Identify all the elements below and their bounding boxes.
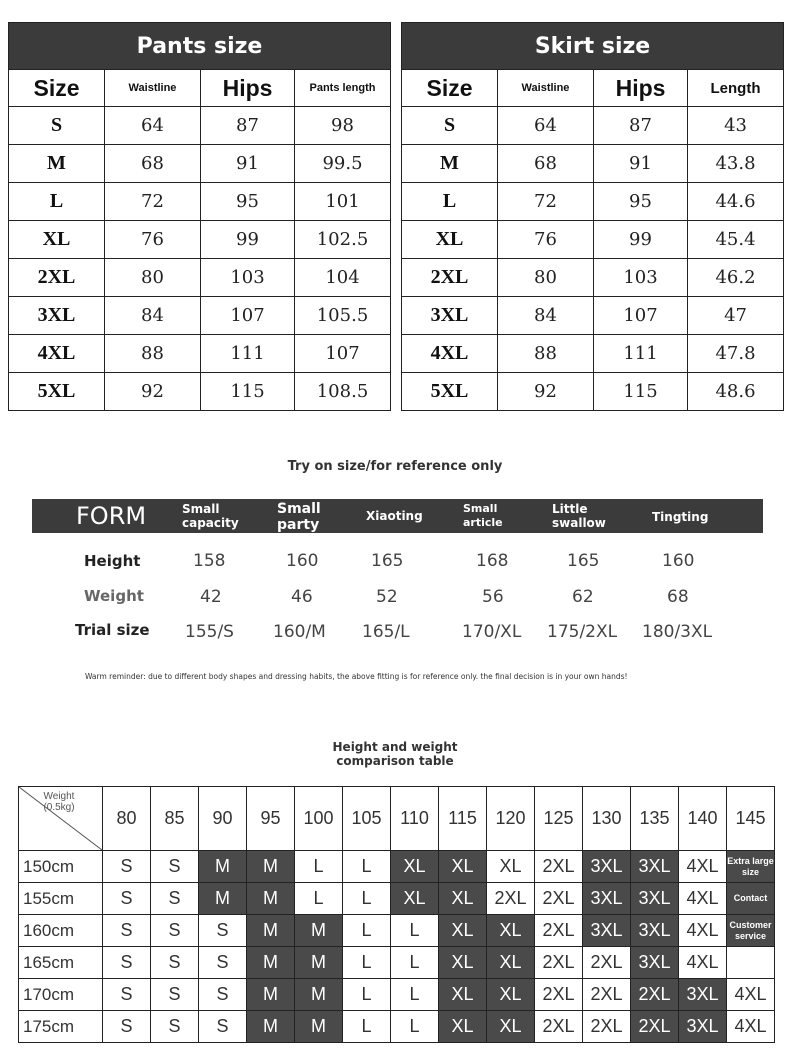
measurement-cell: 84 xyxy=(105,297,201,335)
size-cell: S xyxy=(103,915,151,947)
size-cell: 2XL xyxy=(535,1011,583,1043)
measurement-cell: 95 xyxy=(201,183,295,221)
measurement-cell: 107 xyxy=(594,297,688,335)
size-cell: S xyxy=(151,915,199,947)
measurement-cell: 44.6 xyxy=(688,183,784,221)
measurement-cell: 105.5 xyxy=(295,297,391,335)
weight-label: Weight xyxy=(84,587,144,605)
skirt-size-row xyxy=(402,297,784,335)
pants-table-title: Pants size xyxy=(9,23,391,70)
weight-unit-label: Weight (0.5kg) xyxy=(43,791,75,813)
height-value: 158 xyxy=(193,551,226,571)
size-cell: 3XL xyxy=(679,979,727,1011)
skirt-size-row xyxy=(402,259,784,297)
weight-header: 135 xyxy=(631,787,679,851)
skirt-size-row xyxy=(402,373,784,411)
size-cell: S xyxy=(151,1011,199,1043)
height-row xyxy=(19,979,775,1011)
weight-value: 68 xyxy=(667,587,689,607)
measurement-cell: 115 xyxy=(594,373,688,411)
pants-header-waistline: Waistline xyxy=(105,70,201,107)
measurement-cell: 43 xyxy=(688,107,784,145)
weight-header: 105 xyxy=(343,787,391,851)
measurement-cell: 72 xyxy=(105,183,201,221)
size-cell: S xyxy=(103,979,151,1011)
size-cell: M xyxy=(247,979,295,1011)
reference-note: Try on size/for reference only xyxy=(287,459,503,474)
size-label: 3XL xyxy=(402,297,498,335)
measurement-cell: 43.8 xyxy=(688,145,784,183)
pants-size-row xyxy=(9,221,391,259)
size-cell: S xyxy=(199,1011,247,1043)
trial-size-value: 180/3XL xyxy=(642,622,713,642)
size-cell: XL xyxy=(439,947,487,979)
size-cell: L xyxy=(295,883,343,915)
pants-header-length: Pants length xyxy=(295,70,391,107)
trial-size-value: 155/S xyxy=(185,622,234,642)
size-label: 4XL xyxy=(402,335,498,373)
size-cell: M xyxy=(295,915,343,947)
height-value: 165 xyxy=(567,551,600,571)
measurement-cell: 88 xyxy=(105,335,201,373)
skirt-size-row xyxy=(402,107,784,145)
height-row xyxy=(19,915,775,947)
size-label: 5XL xyxy=(9,373,105,411)
size-cell: M xyxy=(247,915,295,947)
model-name: Small party xyxy=(277,501,321,533)
measurement-cell: 95 xyxy=(594,183,688,221)
size-cell: S xyxy=(199,915,247,947)
size-label: XL xyxy=(9,221,105,259)
pants-size-row xyxy=(9,145,391,183)
height-weight-table xyxy=(18,786,775,1043)
skirt-header-waistline: Waistline xyxy=(498,70,594,107)
size-cell: 3XL xyxy=(679,1011,727,1043)
size-cell: S xyxy=(151,979,199,1011)
size-cell: 2XL xyxy=(535,915,583,947)
size-label: 2XL xyxy=(402,259,498,297)
height-value: 168 xyxy=(476,551,509,571)
size-label: 4XL xyxy=(9,335,105,373)
weight-header: 85 xyxy=(151,787,199,851)
height-label: 155cm xyxy=(19,883,103,915)
weight-corner-cell xyxy=(19,787,103,851)
measurement-cell: 87 xyxy=(594,107,688,145)
measurement-cell: 99 xyxy=(201,221,295,259)
measurement-cell: 99.5 xyxy=(295,145,391,183)
side-note: Contact xyxy=(727,883,775,915)
pants-header-size: Size xyxy=(9,70,105,107)
height-value: 165 xyxy=(371,551,404,571)
weight-header: 80 xyxy=(103,787,151,851)
comparison-title xyxy=(0,740,790,768)
weight-header: 95 xyxy=(247,787,295,851)
height-label: Height xyxy=(84,552,141,570)
size-cell: L xyxy=(391,979,439,1011)
size-cell: 2XL xyxy=(535,851,583,883)
size-cell: M xyxy=(199,851,247,883)
size-label: M xyxy=(9,145,105,183)
height-label: 150cm xyxy=(19,851,103,883)
trial-size-value: 165/L xyxy=(362,622,410,642)
height-label: 165cm xyxy=(19,947,103,979)
measurement-cell: 46.2 xyxy=(688,259,784,297)
measurement-cell: 76 xyxy=(105,221,201,259)
size-cell: 3XL xyxy=(583,851,631,883)
measurement-cell: 88 xyxy=(498,335,594,373)
trial-size-value: 175/2XL xyxy=(547,622,618,642)
form-header-bar xyxy=(32,499,763,533)
size-cell: L xyxy=(343,883,391,915)
size-cell: M xyxy=(247,883,295,915)
size-cell: 4XL xyxy=(679,883,727,915)
measurement-cell: 98 xyxy=(295,107,391,145)
size-cell: 3XL xyxy=(631,883,679,915)
size-cell: 3XL xyxy=(583,883,631,915)
size-cell: S xyxy=(103,883,151,915)
measurement-cell: 68 xyxy=(105,145,201,183)
size-cell: S xyxy=(151,883,199,915)
measurement-cell: 92 xyxy=(498,373,594,411)
measurement-cell: 104 xyxy=(295,259,391,297)
measurement-cell: 111 xyxy=(201,335,295,373)
side-note: Extra large size xyxy=(727,851,775,883)
weight-value: 56 xyxy=(482,587,504,607)
measurement-cell: 80 xyxy=(498,259,594,297)
size-cell: 3XL xyxy=(631,947,679,979)
weight-header: 115 xyxy=(439,787,487,851)
size-label: 3XL xyxy=(9,297,105,335)
pants-size-row xyxy=(9,335,391,373)
weight-header: 120 xyxy=(487,787,535,851)
size-cell: 4XL xyxy=(679,851,727,883)
size-cell: 2XL xyxy=(583,947,631,979)
skirt-size-row xyxy=(402,145,784,183)
trial-size-row xyxy=(32,617,763,643)
skirt-header-length: Length xyxy=(688,70,784,107)
model-name: Xiaoting xyxy=(366,509,423,523)
measurement-cell: 72 xyxy=(498,183,594,221)
size-cell: M xyxy=(199,883,247,915)
size-cell: S xyxy=(151,947,199,979)
measurement-cell: 92 xyxy=(105,373,201,411)
size-cell: 4XL xyxy=(679,947,727,979)
measurement-cell: 107 xyxy=(201,297,295,335)
model-name: Little swallow xyxy=(552,502,606,530)
measurement-cell: 91 xyxy=(594,145,688,183)
height-row xyxy=(19,851,775,883)
size-cell: 3XL xyxy=(631,915,679,947)
size-cell: L xyxy=(343,915,391,947)
measurement-cell: 91 xyxy=(201,145,295,183)
measurement-cell: 48.6 xyxy=(688,373,784,411)
skirt-size-row xyxy=(402,221,784,259)
size-cell: XL xyxy=(487,1011,535,1043)
pants-size-row xyxy=(9,297,391,335)
skirt-header-hips: Hips xyxy=(594,70,688,107)
size-cell: 2XL xyxy=(487,883,535,915)
form-label: FORM xyxy=(76,502,147,530)
size-cell: 4XL xyxy=(727,979,775,1011)
pants-size-row xyxy=(9,259,391,297)
skirt-size-row xyxy=(402,183,784,221)
side-note: Customer service xyxy=(727,915,775,947)
size-label: 5XL xyxy=(402,373,498,411)
size-cell: L xyxy=(391,947,439,979)
size-cell: M xyxy=(247,1011,295,1043)
measurement-cell: 103 xyxy=(594,259,688,297)
size-cell: XL xyxy=(487,851,535,883)
height-row xyxy=(32,548,763,574)
skirt-table-title: Skirt size xyxy=(402,23,784,70)
size-cell: L xyxy=(343,851,391,883)
size-cell: S xyxy=(199,947,247,979)
size-cell: XL xyxy=(487,947,535,979)
size-cell: 2XL xyxy=(535,883,583,915)
size-cell: XL xyxy=(391,851,439,883)
size-label: XL xyxy=(402,221,498,259)
measurement-cell: 107 xyxy=(295,335,391,373)
measurement-cell: 45.4 xyxy=(688,221,784,259)
size-label: M xyxy=(402,145,498,183)
weight-value: 52 xyxy=(376,587,398,607)
height-value: 160 xyxy=(286,551,319,571)
trial-size-value: 170/XL xyxy=(462,622,522,642)
size-cell: M xyxy=(295,947,343,979)
measurement-cell: 103 xyxy=(201,259,295,297)
size-cell: XL xyxy=(439,1011,487,1043)
empty-cell xyxy=(727,947,775,979)
pants-size-row xyxy=(9,183,391,221)
measurement-cell: 64 xyxy=(105,107,201,145)
size-cell: XL xyxy=(439,979,487,1011)
size-cell: M xyxy=(295,979,343,1011)
trial-size-value: 160/M xyxy=(273,622,326,642)
size-label: L xyxy=(9,183,105,221)
size-cell: L xyxy=(343,979,391,1011)
size-cell: S xyxy=(103,1011,151,1043)
measurement-cell: 101 xyxy=(295,183,391,221)
size-cell: L xyxy=(391,1011,439,1043)
measurement-cell: 64 xyxy=(498,107,594,145)
size-cell: XL xyxy=(487,979,535,1011)
size-cell: 2XL xyxy=(631,979,679,1011)
height-label: 170cm xyxy=(19,979,103,1011)
model-name: Small article xyxy=(463,502,503,529)
size-cell: M xyxy=(247,947,295,979)
size-cell: XL xyxy=(439,883,487,915)
measurement-cell: 102.5 xyxy=(295,221,391,259)
comparison-title-line: comparison table xyxy=(336,754,454,768)
trial-size-label: Trial size xyxy=(75,621,150,639)
skirt-size-row xyxy=(402,335,784,373)
size-cell: 4XL xyxy=(679,915,727,947)
size-cell: S xyxy=(103,851,151,883)
weight-value: 46 xyxy=(291,587,313,607)
height-row xyxy=(19,947,775,979)
model-name: Small capacity xyxy=(182,502,239,530)
weight-header: 145 xyxy=(727,787,775,851)
size-cell: XL xyxy=(439,915,487,947)
measurement-cell: 76 xyxy=(498,221,594,259)
measurement-cell: 115 xyxy=(201,373,295,411)
size-cell: M xyxy=(247,851,295,883)
size-cell: S xyxy=(151,851,199,883)
model-name: Tingting xyxy=(652,510,709,524)
weight-header: 130 xyxy=(583,787,631,851)
pants-size-row xyxy=(9,373,391,411)
size-cell: L xyxy=(391,915,439,947)
height-label: 160cm xyxy=(19,915,103,947)
size-cell: 2XL xyxy=(535,979,583,1011)
weight-row xyxy=(32,583,763,609)
weight-header: 100 xyxy=(295,787,343,851)
measurement-cell: 47 xyxy=(688,297,784,335)
size-cell: 2XL xyxy=(583,1011,631,1043)
measurement-cell: 80 xyxy=(105,259,201,297)
size-cell: S xyxy=(103,947,151,979)
height-row xyxy=(19,1011,775,1043)
size-cell: 4XL xyxy=(727,1011,775,1043)
pants-size-row xyxy=(9,107,391,145)
weight-header: 110 xyxy=(391,787,439,851)
pants-size-table xyxy=(8,22,391,411)
measurement-cell: 84 xyxy=(498,297,594,335)
size-label: 2XL xyxy=(9,259,105,297)
weight-value: 42 xyxy=(200,587,222,607)
skirt-size-table xyxy=(401,22,784,411)
size-cell: 3XL xyxy=(583,915,631,947)
height-row xyxy=(19,883,775,915)
height-value: 160 xyxy=(662,551,695,571)
comparison-title-line: Height and weight xyxy=(332,740,458,754)
size-label: L xyxy=(402,183,498,221)
height-label: 175cm xyxy=(19,1011,103,1043)
size-cell: 2XL xyxy=(583,979,631,1011)
weight-value: 62 xyxy=(572,587,594,607)
measurement-cell: 68 xyxy=(498,145,594,183)
size-cell: 2XL xyxy=(631,1011,679,1043)
size-cell: XL xyxy=(439,851,487,883)
weight-header: 140 xyxy=(679,787,727,851)
skirt-header-size: Size xyxy=(402,70,498,107)
weight-header: 90 xyxy=(199,787,247,851)
weight-header: 125 xyxy=(535,787,583,851)
size-cell: XL xyxy=(391,883,439,915)
size-cell: 2XL xyxy=(535,947,583,979)
size-cell: L xyxy=(343,1011,391,1043)
measurement-cell: 47.8 xyxy=(688,335,784,373)
size-cell: L xyxy=(343,947,391,979)
size-cell: S xyxy=(199,979,247,1011)
warm-reminder: Warm reminder: due to different body shapes and dressing habits, the above fitting is for reference only. the final decision is in your own hands! xyxy=(85,672,628,681)
measurement-cell: 108.5 xyxy=(295,373,391,411)
measurement-cell: 99 xyxy=(594,221,688,259)
pants-header-hips: Hips xyxy=(201,70,295,107)
size-cell: 3XL xyxy=(631,851,679,883)
size-label: S xyxy=(9,107,105,145)
size-cell: XL xyxy=(487,915,535,947)
measurement-cell: 111 xyxy=(594,335,688,373)
measurement-cell: 87 xyxy=(201,107,295,145)
size-label: S xyxy=(402,107,498,145)
size-cell: L xyxy=(295,851,343,883)
size-cell: M xyxy=(295,1011,343,1043)
